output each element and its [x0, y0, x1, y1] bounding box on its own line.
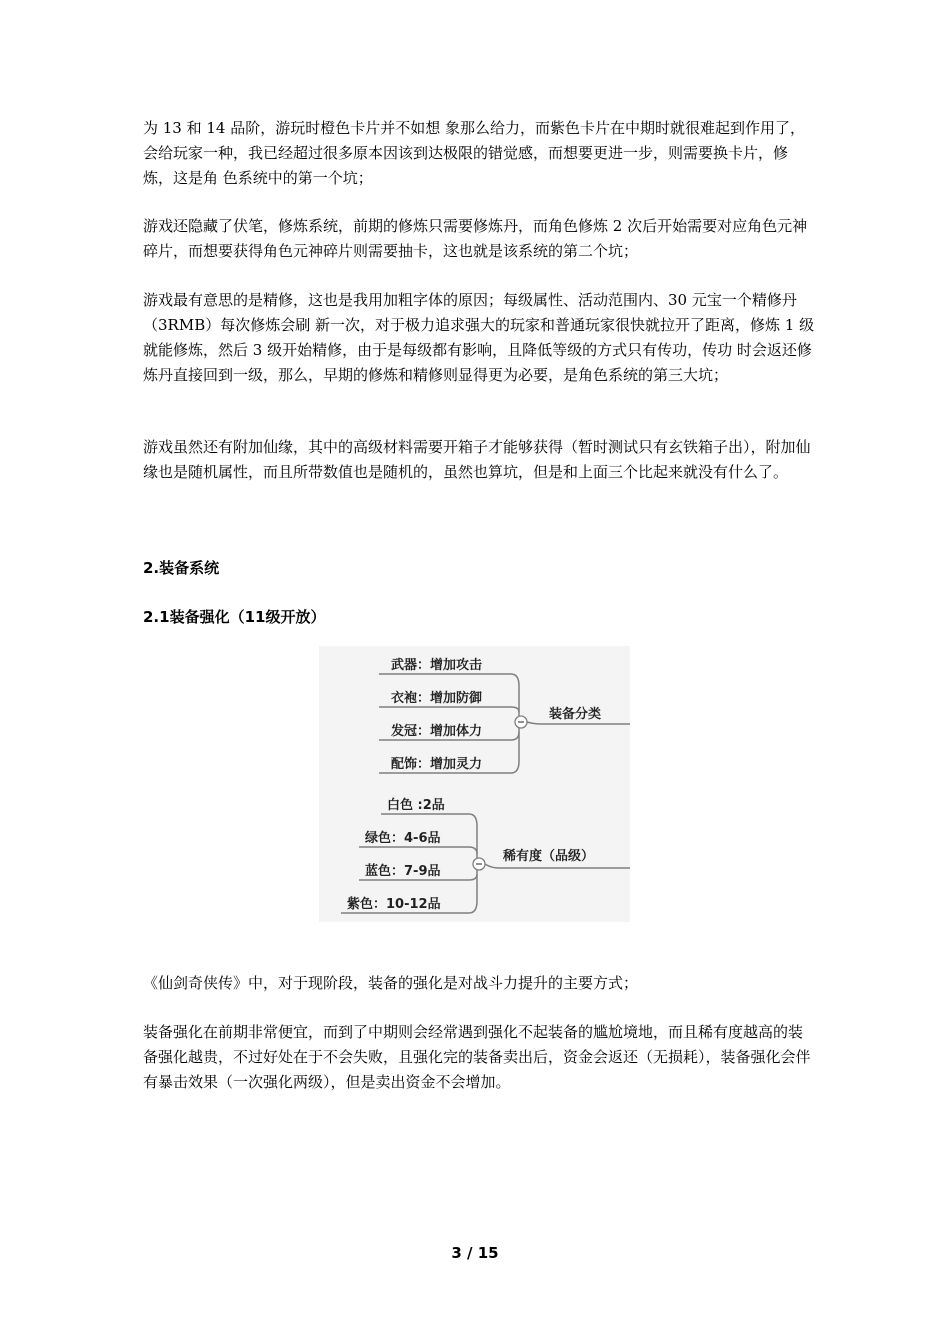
paragraph-cultivation: 游戏还隐藏了伏笔，修炼系统，前期的修炼只需要修炼丹，而角色修炼 2 次后开始需要对应角色元神碎片，而想要获得角色元神碎片则需要抽卡，这也就是该系统的第二个坑；: [143, 217, 808, 260]
group1-collapse-icon[interactable]: [515, 716, 527, 728]
mindmap-item-weapon: 武器：增加攻击: [391, 658, 483, 673]
mindmap-item-green: 绿色：4-6品: [365, 831, 441, 846]
mindmap-item-crown: 发冠：增加体力: [391, 724, 483, 739]
paragraph-refinement: 游戏最有意思的是精修，这也是我用加粗字体的原因；每级属性、活动范围内、30 元宝一个精修丹（3RMB）每次修炼会刷 新一次，对于极力追求强大的玩家和普通玩家很快就拉开了距离，修炼 1 级就能修炼，然后 3 级开始精修，由于是每级都有影响，且降低等级的方式只有传功，传功 时会返还修炼丹直接回到一级，那么，早期的修炼和精修则显得更为必要，是角色系统的第三大坑；: [143, 291, 815, 384]
subsection-heading-enhance: 2.1装备强化（11级开放）: [143, 608, 326, 626]
mindmap-item-blue: 蓝色：7-9品: [365, 864, 441, 879]
equipment-mindmap: [319, 646, 630, 922]
paragraph-card-stages: 为 13 和 14 品阶，游玩时橙色卡片并不如想 象那么给力，而紫色卡片在中期时就很难起到作用了，会给玩家一种，我已经超过很多原本因该到达极限的错觉感，而想要更进一步，则需要换卡片，修炼，这是角 色系统中的第一个坑；: [143, 119, 806, 187]
mindmap-canvas: [319, 646, 630, 922]
mindmap-item-white: 白色 :2品: [387, 798, 445, 813]
paragraph-enhance-intro: 《仙剑奇侠传》中，对于现阶段，装备的强化是对战斗力提升的主要方式；: [143, 974, 639, 992]
mindmap-group-equipment-category: 装备分类: [549, 707, 602, 722]
mindmap-item-accessory: 配饰：增加灵力: [391, 757, 483, 772]
paragraph-xianyuan: 游戏虽然还有附加仙缘，其中的高级材料需要开箱子才能够获得（暂时测试只有玄铁箱子出），附加仙缘也是随机属性，而且所带数值也是随机的，虽然也算坑，但是和上面三个比起来就没有什么了。: [143, 438, 811, 481]
mindmap-group-rarity: 稀有度（品级）: [503, 849, 595, 864]
group2-collapse-icon[interactable]: [473, 858, 485, 870]
mindmap-item-robe: 衣袍：增加防御: [391, 691, 483, 706]
page-number: 3 / 15: [451, 1244, 499, 1262]
mindmap-item-purple: 紫色：10-12品: [347, 897, 441, 912]
section-heading-equipment: 2.装备系统: [143, 559, 220, 577]
paragraph-enhance-cost: 装备强化在前期非常便宜，而到了中期则会经常遇到强化不起装备的尴尬境地，而且稀有度越高的装备强化越贵，不过好处在于不会失败，且强化完的装备卖出后，资金会返还（无损耗），装备强化会伴有暴击效果（一次强化两级），但是卖出资金不会增加。: [143, 1023, 811, 1091]
